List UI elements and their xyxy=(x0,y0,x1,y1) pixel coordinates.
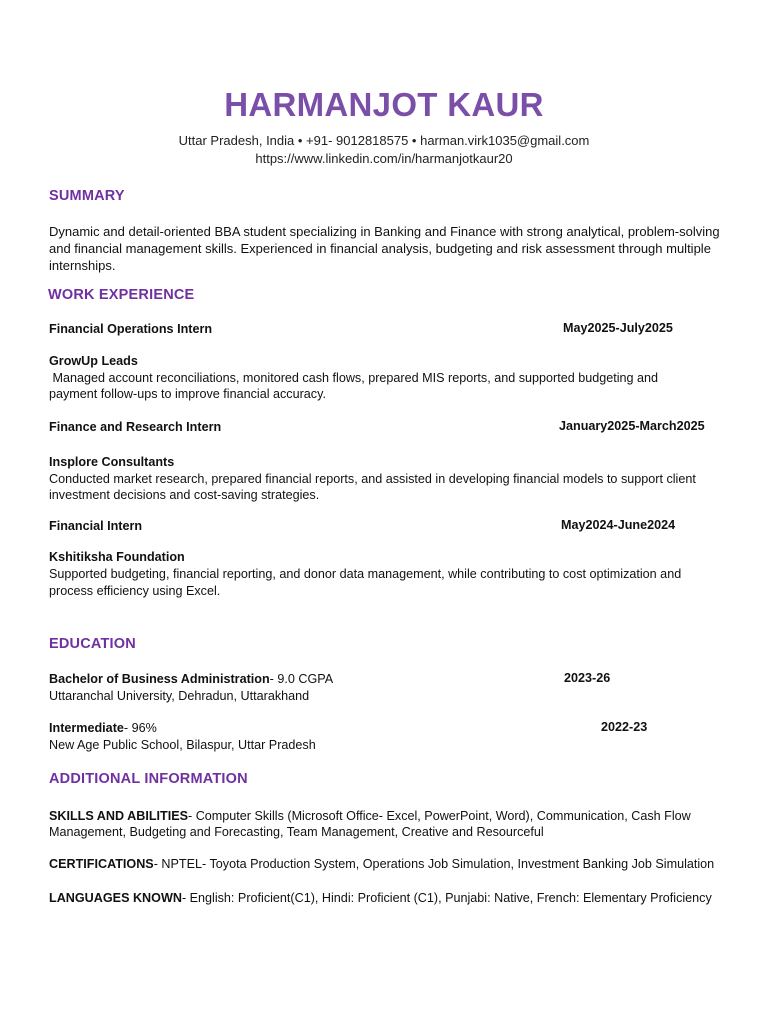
linkedin-url: https://www.linkedin.com/in/harmanjotkaur20 xyxy=(255,151,513,166)
summary-text xyxy=(49,223,729,274)
job-company: GrowUp Leads xyxy=(49,354,138,368)
job-title: Financial Intern xyxy=(49,519,143,533)
certifications-line xyxy=(49,856,749,872)
skills-line xyxy=(49,808,739,824)
additional-info-heading: ADDITIONAL INFORMATION xyxy=(49,771,248,787)
education-degree-line xyxy=(49,671,333,687)
languages-label: LANGUAGES KNOWN xyxy=(49,891,182,905)
job-dates: January2025-March2025 xyxy=(559,419,705,433)
job-title: Finance and Research Intern xyxy=(49,420,222,434)
education-degree-line xyxy=(49,720,157,736)
contact-line: Uttar Pradesh, India • +91- 9012818575 • harman.virk1035@gmail.com xyxy=(178,133,590,148)
degree-name: Bachelor of Business Administration xyxy=(49,672,270,686)
skills-line-2: Management, Budgeting and Forecasting, Team Management, Creative and Resourceful xyxy=(49,825,544,839)
languages-text: - English: Proficient(C1), Hindi: Proficient (C1), Punjabi: Native, French: Elementary Proficiency xyxy=(181,891,712,905)
skills-label: SKILLS AND ABILITIES xyxy=(49,809,188,823)
education-years: 2023-26 xyxy=(564,671,611,685)
skills-text: - Computer Skills (Microsoft Office- Excel, PowerPoint, Word), Communication, Cash Flow xyxy=(188,809,691,823)
job-desc-line: Supported budgeting, financial reporting, and donor data management, while contributing to cost optimization and xyxy=(49,567,682,581)
job-desc-line: payment follow-ups to improve financial accuracy. xyxy=(49,387,326,401)
certifications-label: CERTIFICATIONS xyxy=(49,857,154,871)
education-years: 2022-23 xyxy=(601,720,648,734)
education-heading: EDUCATION xyxy=(49,636,136,652)
summary-line: and financial management skills. Experienced in financial analysis, budgeting and risk assessment through multiple xyxy=(49,241,711,256)
summary-heading: SUMMARY xyxy=(49,188,125,204)
job-desc-line: Managed account reconciliations, monitored cash flows, prepared MIS reports, and supported budgeting and xyxy=(49,371,659,385)
education-school: New Age Public School, Bilaspur, Uttar Pradesh xyxy=(49,738,316,752)
job-desc-line: investment decisions and cost-saving strategies. xyxy=(49,488,320,502)
job-company: Insplore Consultants xyxy=(49,455,175,469)
work-experience-heading: WORK EXPERIENCE xyxy=(48,287,195,303)
languages-line xyxy=(49,890,749,906)
job-dates: May2025-July2025 xyxy=(563,321,673,335)
degree-score: - 96% xyxy=(123,721,157,735)
job-title: Financial Operations Intern xyxy=(49,322,213,336)
summary-line: Dynamic and detail-oriented BBA student specializing in Banking and Finance with strong analytical, problem-solving xyxy=(49,224,720,239)
job-desc-line: process efficiency using Excel. xyxy=(49,584,221,598)
job-dates: May2024-June2024 xyxy=(561,518,676,532)
summary-line: internships. xyxy=(49,258,116,273)
degree-score: - 9.0 CGPA xyxy=(269,672,334,686)
degree-name: Intermediate xyxy=(49,721,124,735)
education-school: Uttaranchal University, Dehradun, Uttarakhand xyxy=(49,689,310,703)
job-company: Kshitiksha Foundation xyxy=(49,550,185,564)
candidate-name: HARMANJOT KAUR xyxy=(224,86,544,123)
job-desc-line: Conducted market research, prepared financial reports, and assisted in developing financial models to support client xyxy=(49,472,696,486)
certifications-text: - NPTEL- Toyota Production System, Operations Job Simulation, Investment Banking Job Simulation xyxy=(153,857,715,871)
